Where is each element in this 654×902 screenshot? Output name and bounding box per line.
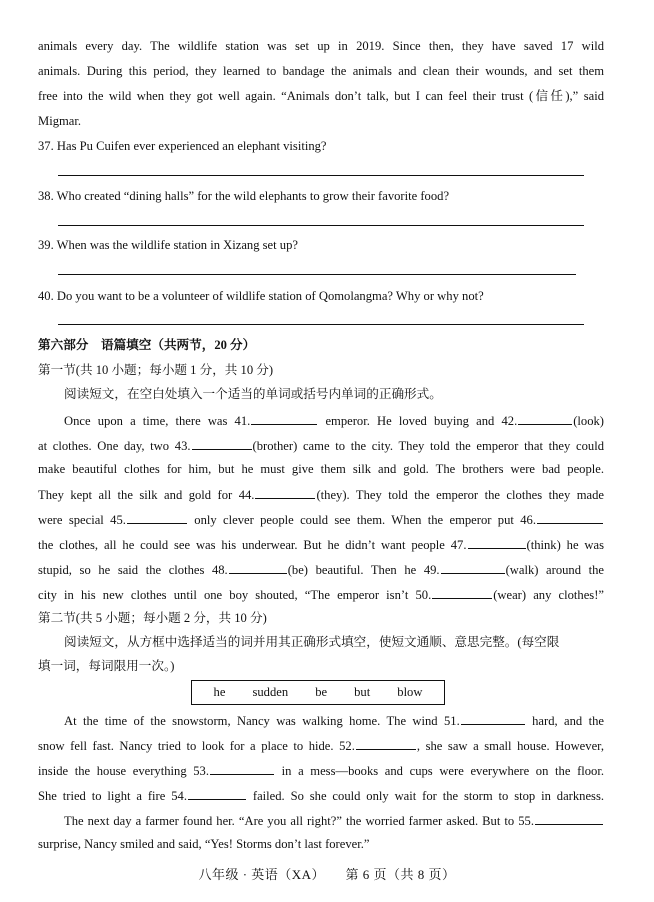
word-bank-item: blow bbox=[397, 685, 423, 699]
cloze-line: Once upon a time, there was 41. emperor. He loved buying and 42. (look) bbox=[64, 414, 604, 428]
cloze-line: the clothes, all he could see was his underwear. But he didn’t want people 47. (think) he was bbox=[38, 538, 605, 552]
blank-49[interactable] bbox=[441, 561, 505, 574]
blank-55[interactable] bbox=[535, 812, 603, 825]
section-two-instruction: 阅读短文，从方框中选择适当的词并用其正确形式填空，使短文通顺、意思完整。(每空限 bbox=[64, 635, 560, 649]
cloze-line: city in his new clothes until one boy shouted, “The emperor isn’t 50. (wear) any clothes!” bbox=[38, 588, 604, 602]
section-one-instruction: 阅读短文，在空白处填入一个适当的单词或括号内单词的正确形式。 bbox=[64, 387, 442, 401]
word-bank-item: but bbox=[354, 685, 371, 699]
word-bank-item: be bbox=[315, 685, 328, 699]
blank-54[interactable] bbox=[188, 787, 246, 800]
answer-line-40[interactable] bbox=[58, 324, 584, 325]
blank-42[interactable] bbox=[518, 412, 572, 425]
blank-47[interactable] bbox=[468, 536, 526, 549]
question-37: 37. Has Pu Cuifen ever experienced an elephant visiting? bbox=[38, 139, 327, 153]
cloze-line: snow fell fast. Nancy tried to look for a place to hide. 52. , she saw a small house. However, bbox=[38, 739, 604, 753]
question-38: 38. Who created “dining halls” for the wild elephants to grow their favorite food? bbox=[38, 189, 450, 203]
word-bank-item: he bbox=[213, 685, 226, 699]
passage-line: animals. During this period, they learned to bandage the animals and clean their wounds, and set them bbox=[38, 64, 604, 78]
passage-line: free into the wild when they got well again. “Animals don’t talk, but I can feel their trust (信任),” said bbox=[38, 89, 604, 103]
passage-line: animals every day. The wildlife station was set up in 2019. Since then, they have saved 17 wild bbox=[38, 39, 604, 53]
blank-53[interactable] bbox=[210, 762, 274, 775]
cloze-line: They kept all the silk and gold for 44. (they). They told the emperor the clothes they made bbox=[38, 488, 604, 502]
blank-41[interactable] bbox=[251, 412, 317, 425]
cloze-line: were special 45. only clever people could see them. When the emperor put 46. bbox=[38, 511, 604, 529]
blank-51[interactable] bbox=[461, 712, 525, 725]
question-40: 40. Do you want to be a volunteer of wildlife station of Qomolangma? Why or why not? bbox=[38, 289, 484, 303]
answer-line-39[interactable] bbox=[58, 274, 576, 275]
cloze-line: The next day a farmer found her. “Are you all right?” the worried farmer asked. But to 55. bbox=[64, 812, 604, 830]
blank-46[interactable] bbox=[537, 511, 603, 524]
answer-line-37[interactable] bbox=[58, 175, 584, 176]
section-one-heading: 第一节(共 10 小题；每小题 1 分，共 10 分) bbox=[38, 363, 274, 377]
section-two-instruction-cont: 填一词，每词限用一次。) bbox=[38, 659, 175, 673]
cloze-line: surprise, Nancy smiled and said, “Yes! Storms don’t last forever.” bbox=[38, 837, 370, 851]
cloze-line: At the time of the snowstorm, Nancy was walking home. The wind 51. hard, and the bbox=[64, 714, 604, 728]
cloze-line: She tried to light a fire 54. failed. So she could only wait for the storm to stop in darkness. bbox=[38, 789, 604, 803]
question-39: 39. When was the wildlife station in Xizang set up? bbox=[38, 238, 298, 252]
page-footer: 八年级 · 英语（XA） 第 6 页（共 8 页） bbox=[198, 867, 456, 882]
blank-50[interactable] bbox=[432, 586, 492, 599]
cloze-line: stupid, so he said the clothes 48. (be) beautiful. Then he 49. (walk) around the bbox=[38, 563, 604, 577]
blank-48[interactable] bbox=[229, 561, 287, 574]
cloze-line: make beautiful clothes for him, but he must give them silk and gold. The brothers were bad people. bbox=[38, 462, 604, 476]
section-two-heading: 第二节(共 5 小题；每小题 2 分，共 10 分) bbox=[38, 611, 267, 625]
cloze-line: at clothes. One day, two 43. (brother) came to the city. They told the emperor that they could bbox=[38, 439, 604, 453]
passage-line: Migmar. bbox=[38, 114, 82, 128]
part-six-title: 第六部分 语篇填空（共两节，20 分） bbox=[38, 338, 256, 352]
word-bank-box bbox=[191, 680, 445, 705]
word-bank-item: sudden bbox=[252, 685, 289, 699]
answer-line-38[interactable] bbox=[58, 225, 584, 226]
blank-44[interactable] bbox=[255, 486, 315, 499]
cloze-line: inside the house everything 53. in a mess—books and cups were everywhere on the floor. bbox=[38, 764, 604, 778]
blank-45[interactable] bbox=[127, 511, 187, 524]
blank-43[interactable] bbox=[192, 437, 252, 450]
blank-52[interactable] bbox=[356, 737, 416, 750]
